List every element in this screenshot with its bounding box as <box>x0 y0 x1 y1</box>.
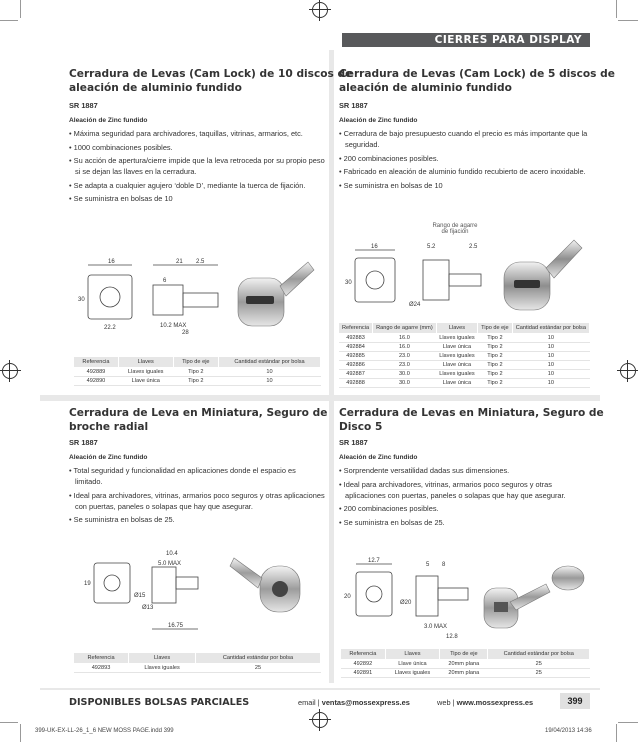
feature-item: • Máxima seguridad para archivadores, taquillas, vitrinas, armarios, etc. <box>67 128 325 139</box>
product-title-line: Disco 5 <box>339 421 383 433</box>
table-row <box>339 370 590 379</box>
product-title-line: Cerradura de Levas (Cam Lock) de 5 discos de <box>339 68 615 80</box>
column-header: Llaves <box>436 323 477 334</box>
table-cell: 10 <box>512 343 589 352</box>
column-header: Tipo de eje <box>173 357 218 368</box>
feature-list <box>67 128 325 207</box>
table-cell: Tipo 2 <box>478 343 512 352</box>
product-title <box>339 67 615 95</box>
product-title <box>69 67 352 95</box>
dim-label: 19 <box>84 581 91 587</box>
product-sr: SR 1887 <box>339 438 368 447</box>
table-cell: Llave única <box>385 660 439 669</box>
product-title <box>339 406 604 434</box>
dim-label: 12.7 <box>368 558 380 564</box>
dim-label: 5.0 MAX <box>158 561 182 567</box>
table-row <box>339 361 590 370</box>
spec-table <box>73 652 321 673</box>
feature-item: • Su acción de apertura/cierre impide que la leva retroceda por su propio peso si se dejan las llaves en la cerradura. <box>67 155 325 177</box>
footer-divider <box>40 688 600 690</box>
product-title-line: Cerradura de Levas en Miniatura, Seguro de <box>339 407 604 419</box>
section-title: CIERRES PARA DISPLAY <box>434 34 582 46</box>
table-cell: Llaves iguales <box>436 370 477 379</box>
column-header: Tipo de eje <box>440 649 488 660</box>
dim-label: 5 <box>426 562 430 568</box>
technical-drawing <box>342 556 482 646</box>
column-header: Llaves <box>385 649 439 660</box>
table-cell: Llave única <box>436 379 477 388</box>
crop-mark <box>20 724 21 742</box>
table-cell: 492892 <box>341 660 386 669</box>
table-cell: 30.0 <box>373 379 437 388</box>
column-header: Llaves <box>118 357 173 368</box>
table-row <box>74 368 321 377</box>
web-link[interactable]: www.mossexpress.es <box>456 698 534 707</box>
table-cell: 25 <box>196 664 321 673</box>
slug-filename: 399-UK-EX-LL-26_1_6 NEW MOSS PAGE.indd 399 <box>35 728 174 734</box>
product-material: Aleación de Zinc fundido <box>69 454 148 461</box>
dim-label: 16 <box>371 244 378 250</box>
panel-divider <box>40 395 600 401</box>
table-cell: 30.0 <box>373 370 437 379</box>
dim-label: 20 <box>344 594 351 600</box>
dim-label: 10.4 <box>166 551 178 557</box>
feature-item: • Se adapta a cualquier agujero ‘doble D’, mediante la tuerca de fijación. <box>67 180 325 191</box>
slug-date: 19/04/2013 14:36 <box>545 728 592 734</box>
drawing-cam <box>449 274 481 286</box>
table-cell: 492889 <box>74 368 119 377</box>
product-title-line: Cerradura de Levas (Cam Lock) de 10 discos de <box>69 68 353 80</box>
dim-label: 30 <box>78 297 85 303</box>
page-number-box <box>560 693 590 709</box>
table-cell: Tipo 2 <box>173 368 218 377</box>
table-cell: 10 <box>512 334 589 343</box>
feature-item: • Total seguridad y funcionalidad en aplicaciones donde el espacio es limitado. <box>67 465 325 487</box>
feature-item: • Cerradura de bajo presupuesto cuando el precio es más importante que la seguridad. <box>337 128 589 150</box>
crop-mark <box>0 20 18 21</box>
caption-line: de fijación <box>441 229 469 235</box>
table-cell: Llaves iguales <box>129 664 196 673</box>
registration-mark-left <box>2 363 18 379</box>
product-title-line: aleación de aluminio fundido <box>69 82 242 94</box>
column-header: Cantidad estándar por bolsa <box>219 357 321 368</box>
dim-label: 16 <box>108 259 115 265</box>
table-cell: Tipo 2 <box>478 361 512 370</box>
table-cell: 492884 <box>339 343 373 352</box>
dim-label: 8 <box>442 562 446 568</box>
table-cell: Llaves iguales <box>385 669 439 678</box>
table-row <box>339 352 590 361</box>
dim-label: Ø24 <box>409 302 421 308</box>
column-header: Referencia <box>74 357 119 368</box>
spec-table <box>340 648 590 678</box>
table-cell: 23.0 <box>373 361 437 370</box>
panel-divider <box>329 50 334 683</box>
table-cell: 10 <box>219 377 321 386</box>
drawing-outline <box>88 275 132 319</box>
product-photo-mini-cam-lock <box>228 548 318 628</box>
feature-item: • Sorprendente versatilidad dadas sus dimensiones. <box>337 465 589 476</box>
product-material: Aleación de Zinc fundido <box>339 117 418 124</box>
table-row <box>341 669 590 678</box>
dim-label: Ø13 <box>142 605 154 611</box>
feature-item: • 200 combinaciones posibles. <box>337 153 589 164</box>
footer-partial-bags: DISPONIBLES BOLSAS PARCIALES <box>69 697 250 708</box>
dim-label: 3.0 MAX <box>424 624 448 630</box>
feature-item: • Se suministra en bolsas de 25. <box>337 517 589 528</box>
table-row <box>339 343 590 352</box>
column-header: Referencia <box>74 653 129 664</box>
registration-mark-bottom <box>312 712 328 728</box>
table-cell: 20mm plana <box>440 669 488 678</box>
page-number: 399 <box>567 696 583 706</box>
product-title <box>69 406 327 434</box>
dim-label: 30 <box>345 280 352 286</box>
table-cell: Llaves iguales <box>436 334 477 343</box>
product-title-line: aleación de aluminio fundido <box>339 82 512 94</box>
table-row <box>339 334 590 343</box>
crop-mark <box>618 20 638 21</box>
registration-mark-right <box>620 363 636 379</box>
drawing-cam <box>183 293 218 307</box>
dim-label: 2.5 <box>469 244 478 250</box>
crop-mark <box>618 722 638 723</box>
registration-mark-top <box>312 2 328 18</box>
table-cell: Llave única <box>436 361 477 370</box>
product-sr: SR 1887 <box>69 438 98 447</box>
table-cell: 16.0 <box>373 343 437 352</box>
column-header: Referencia <box>339 323 373 334</box>
crop-mark <box>616 0 617 18</box>
feature-item: • Fabricado en aleación de aluminio fundido recubierto de acero inoxidable. <box>337 166 589 177</box>
table-cell: 10 <box>512 361 589 370</box>
column-header: Cantidad estándar por bolsa <box>196 653 321 664</box>
column-header: Cantidad estándar por bolsa <box>488 649 590 660</box>
web-label: web | <box>437 698 455 707</box>
dim-label: Ø15 <box>134 593 146 599</box>
footer-web <box>437 698 533 707</box>
table-cell: 25 <box>488 669 590 678</box>
column-header: Rango de agarre (mm) <box>373 323 437 334</box>
drawing-outline <box>356 572 392 616</box>
column-header: Referencia <box>341 649 386 660</box>
feature-list <box>337 465 589 530</box>
product-photo-cam-lock <box>228 256 318 338</box>
product-photo-cam-lock <box>498 232 588 316</box>
dim-label: 12.8 <box>446 634 458 640</box>
drawing-side-body <box>152 567 176 603</box>
table-header-row <box>74 357 321 368</box>
column-header: Llaves <box>129 653 196 664</box>
product-title-line: Cerradura de Leva en Miniatura, Seguro de <box>69 407 328 419</box>
technical-drawing <box>82 545 212 635</box>
table-cell: 492886 <box>339 361 373 370</box>
drawing-cam <box>438 588 468 600</box>
dim-label: 10.2 MAX <box>160 323 187 329</box>
dim-label: 21 <box>176 259 183 265</box>
table-row <box>341 660 590 669</box>
crop-mark <box>616 724 617 742</box>
footer-email <box>298 698 410 707</box>
table-cell: 492883 <box>339 334 373 343</box>
email-label: email | <box>298 698 320 707</box>
table-row <box>74 377 321 386</box>
caption-line: Rango de agarre <box>432 223 478 229</box>
table-cell: 10 <box>512 370 589 379</box>
crop-mark <box>20 0 21 18</box>
feature-item: • 200 combinaciones posibles. <box>337 503 589 514</box>
table-header-row <box>74 653 321 664</box>
feature-item: • Se suministra en bolsas de 25. <box>67 514 325 525</box>
technical-drawing <box>343 240 493 316</box>
table-cell: Tipo 2 <box>478 370 512 379</box>
feature-list <box>67 465 325 528</box>
drawing-side-body <box>153 285 183 315</box>
dim-label: Ø20 <box>400 600 412 606</box>
dim-label: 5.2 <box>427 244 436 250</box>
column-header: Cantidad estándar por bolsa <box>512 323 589 334</box>
table-cell: 25 <box>488 660 590 669</box>
feature-item: • Ideal para archivadores, vitrinas, armarios poco seguros y otras aplicaciones con puertas, paneles o solapas que hay que asegurar. <box>67 490 325 512</box>
table-cell: Tipo 2 <box>478 334 512 343</box>
feature-item: • 1000 combinaciones posibles. <box>67 142 325 153</box>
table-cell: 10 <box>512 352 589 361</box>
table-header-row <box>339 323 590 334</box>
drawing-keyway <box>100 287 120 307</box>
email-link[interactable]: ventas@mossexpress.es <box>321 698 410 707</box>
crop-mark <box>0 722 18 723</box>
dim-label: 28 <box>182 330 189 335</box>
technical-drawing <box>78 255 228 335</box>
feature-item: • Se suministra en bolsas de 10 <box>67 193 325 204</box>
spec-table <box>338 322 590 388</box>
table-cell: Tipo 2 <box>478 379 512 388</box>
product-material: Aleación de Zinc fundido <box>69 117 148 124</box>
drawing-keyway <box>366 271 384 289</box>
table-row <box>74 664 321 673</box>
table-cell: 492890 <box>74 377 119 386</box>
drawing-keyway <box>366 586 382 602</box>
table-cell: Tipo 2 <box>173 377 218 386</box>
table-row <box>339 379 590 388</box>
feature-item: • Se suministra en bolsas de 10 <box>337 180 589 191</box>
drawing-outline <box>355 258 395 302</box>
table-cell: 10 <box>219 368 321 377</box>
dim-label: 16.75 <box>168 623 184 629</box>
product-material: Aleación de Zinc fundido <box>339 454 418 461</box>
product-sr: SR 1887 <box>69 101 98 110</box>
dim-label: 2.5 <box>196 259 205 265</box>
table-cell: 16.0 <box>373 334 437 343</box>
drawing-side-body <box>423 260 449 300</box>
column-header: Tipo de eje <box>478 323 512 334</box>
feature-item: • Ideal para archivadores, vitrinas, armarios poco seguros y otras aplicaciones con puertas, paneles o solapas que hay que asegurar. <box>337 479 589 501</box>
drawing-keyway <box>104 575 120 591</box>
table-cell: 23.0 <box>373 352 437 361</box>
table-cell: 10 <box>512 379 589 388</box>
table-cell: 492891 <box>341 669 386 678</box>
table-header-row <box>341 649 590 660</box>
table-cell: 492888 <box>339 379 373 388</box>
section-header-bar <box>342 33 590 47</box>
table-cell: Tipo 2 <box>478 352 512 361</box>
dim-label: 22.2 <box>104 325 116 331</box>
drawing-side-body <box>416 576 438 616</box>
product-sr: SR 1887 <box>339 101 368 110</box>
table-cell: Llaves iguales <box>436 352 477 361</box>
drawing-cam <box>176 577 198 589</box>
table-cell: Llave única <box>118 377 173 386</box>
feature-list <box>337 128 589 193</box>
table-cell: Llaves iguales <box>118 368 173 377</box>
table-cell: 20mm plana <box>440 660 488 669</box>
spec-table <box>73 356 321 386</box>
product-photo-mini-lock-with-key <box>480 562 590 636</box>
table-cell: 492887 <box>339 370 373 379</box>
dim-label: 6 <box>163 278 167 284</box>
table-cell: 492893 <box>74 664 129 673</box>
product-title-line: broche radial <box>69 421 149 433</box>
table-cell: 492885 <box>339 352 373 361</box>
grip-range-caption <box>415 223 495 235</box>
drawing-outline <box>94 563 130 603</box>
table-cell: Llave única <box>436 343 477 352</box>
